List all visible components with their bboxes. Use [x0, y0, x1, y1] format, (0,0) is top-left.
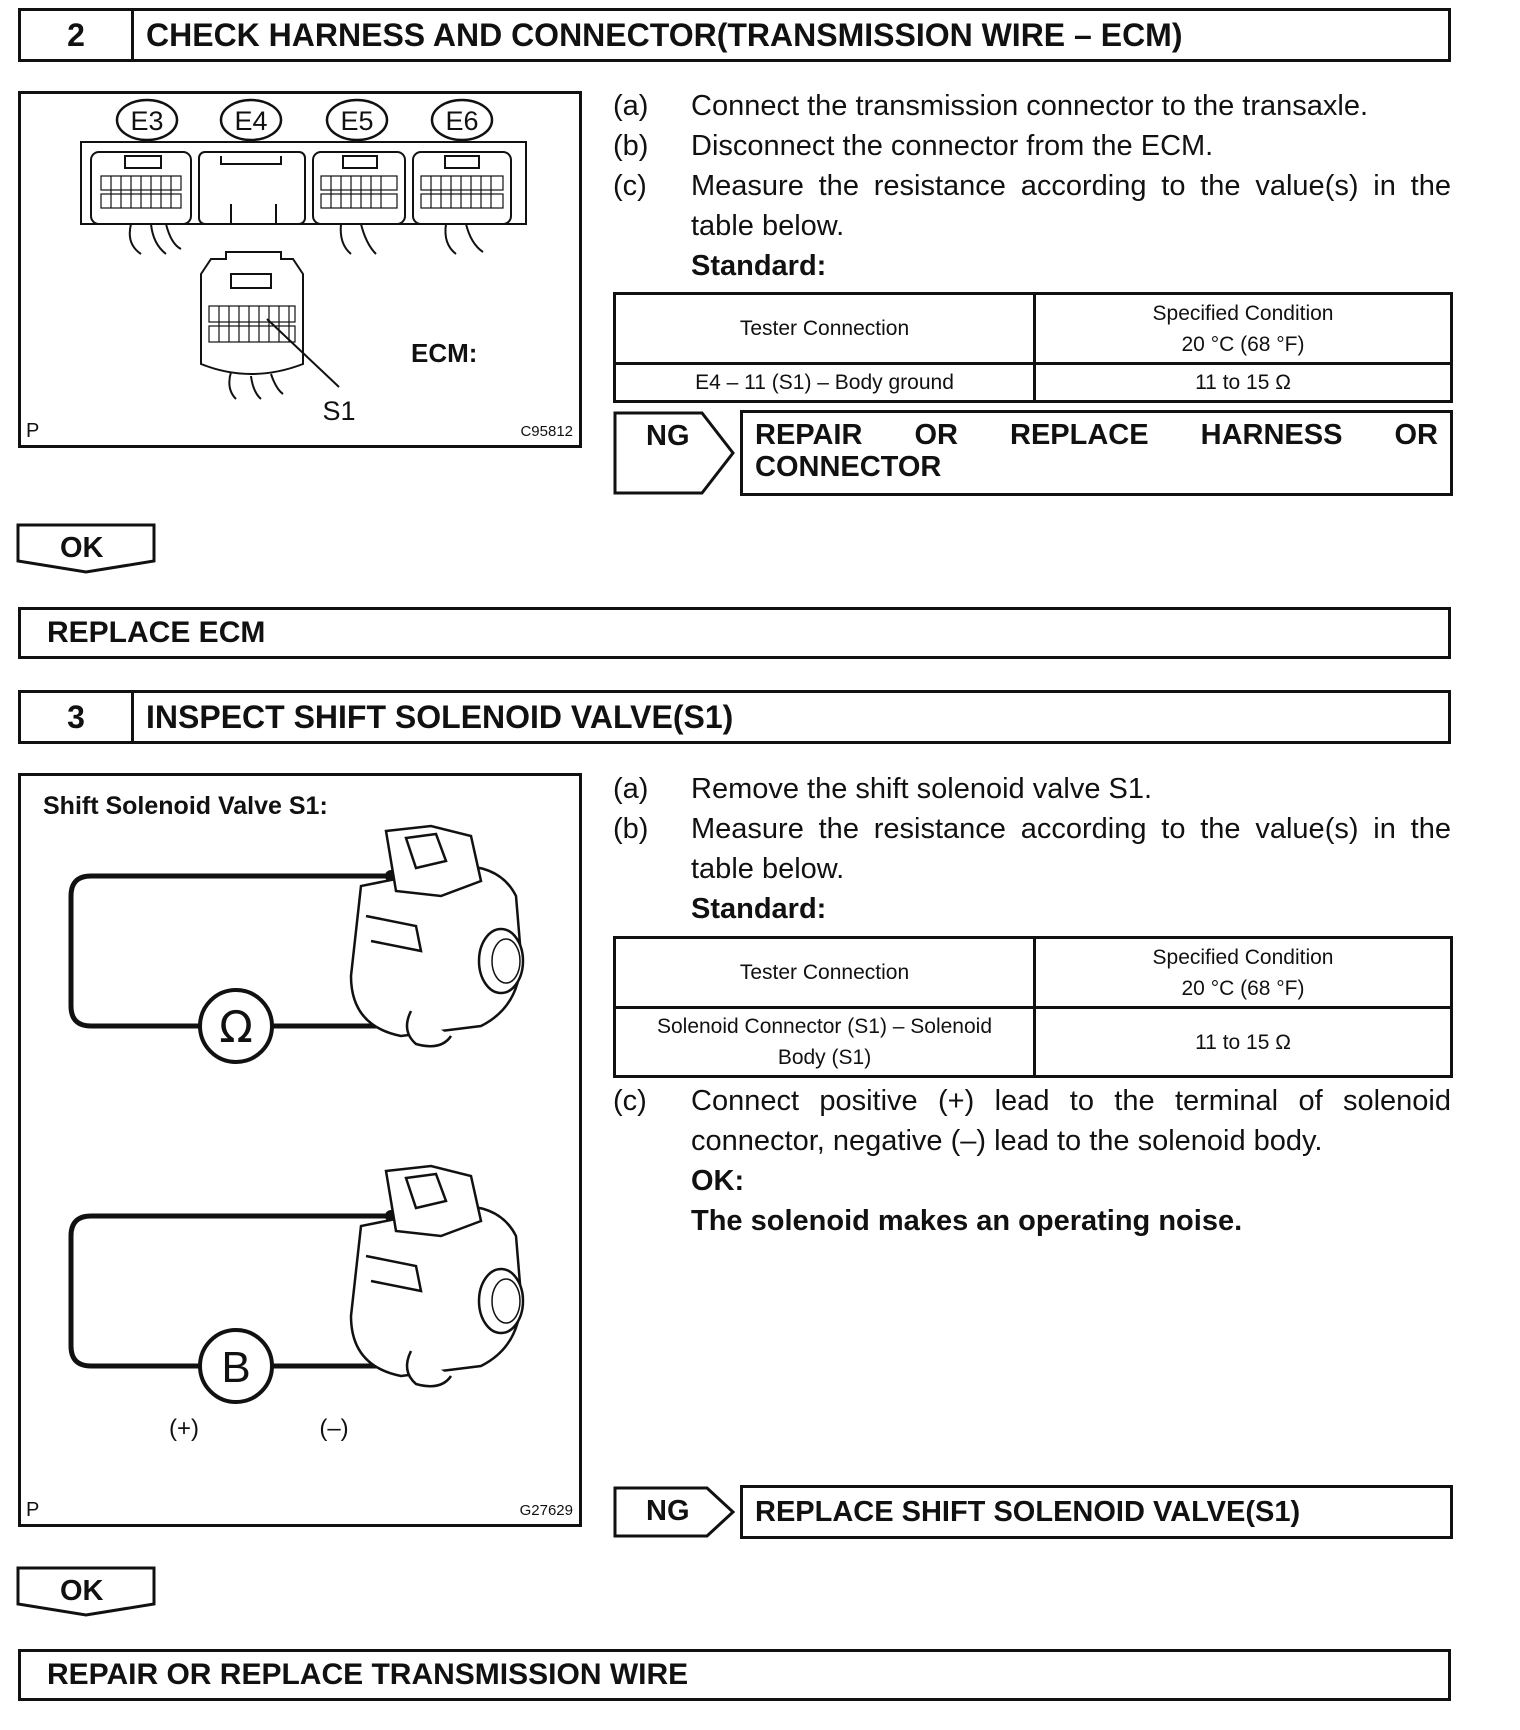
ecm-connector-illustration	[21, 94, 579, 445]
step-3-instructions	[613, 769, 1451, 929]
instruction-b: (b) Disconnect the connector from the ECM.	[613, 130, 1214, 162]
step-2-spec-table	[613, 292, 1453, 403]
solenoid-bottom	[351, 1166, 523, 1386]
solenoid-illustration	[21, 776, 579, 1524]
step-3-header	[18, 690, 1451, 744]
ecm-label: ECM:	[411, 338, 478, 368]
ng-action-line2: CONNECTOR	[755, 451, 942, 483]
connector-label-e6: E6	[445, 106, 479, 136]
figure-corner-mark: P	[26, 1499, 40, 1521]
ng-label: NG	[646, 1495, 690, 1527]
plus-lead-label: (+)	[169, 1415, 199, 1442]
table-header-condition: Specified Condition 20 °C (68 °F)	[1035, 294, 1452, 364]
ok-label: OK	[60, 1575, 104, 1607]
minus-lead-label: (–)	[319, 1415, 349, 1442]
ok-text: The solenoid makes an operating noise.	[691, 1205, 1243, 1237]
step-title: INSPECT SHIFT SOLENOID VALVE(S1)	[146, 698, 734, 735]
connector-label-e5: E5	[340, 106, 374, 136]
standard-label: Standard:	[691, 250, 827, 282]
table-cell-connection: Solenoid Connector (S1) – Solenoid Body (S1)	[615, 1008, 1035, 1077]
table-header-connection: Tester Connection	[615, 294, 1035, 364]
solenoid-top	[351, 826, 523, 1046]
table-cell-connection: E4 – 11 (S1) – Body ground	[615, 364, 1035, 402]
table-cell-condition: 11 to 15 Ω	[1035, 364, 1452, 402]
ng-label: NG	[646, 420, 690, 452]
ng-action-box	[740, 410, 1453, 496]
step-3-instruction-c	[613, 1081, 1451, 1241]
ok-label: OK	[60, 532, 104, 564]
step-title: CHECK HARNESS AND CONNECTOR(TRANSMISSION WIRE – ECM)	[146, 16, 1183, 53]
ng-action-line1: REPAIR OR REPLACE HARNESS OR	[755, 419, 1438, 451]
connector-label-e4: E4	[234, 106, 268, 136]
standard-label: Standard:	[691, 893, 827, 925]
step-3-spec-table	[613, 936, 1453, 1078]
ok-heading: OK:	[691, 1165, 745, 1197]
ohm-symbol: Ω	[219, 1002, 253, 1053]
table-header-condition: Specified Condition 20 °C (68 °F)	[1035, 938, 1452, 1008]
step-2-result: REPLACE ECM	[18, 607, 1451, 659]
figure-corner-mark: P	[26, 420, 40, 442]
harness-connector	[201, 252, 303, 374]
instruction-c: (c) Connect positive (+) lead to the terminal of solenoid connector, negative (–) lead to the solenoid body.	[613, 1085, 1451, 1157]
step-number: 2	[21, 11, 134, 59]
step-3-result: REPAIR OR REPLACE TRANSMISSION WIRE	[18, 1649, 1451, 1701]
step-number: 3	[21, 693, 134, 741]
table-header-connection: Tester Connection	[615, 938, 1035, 1008]
figure-code: G27629	[519, 1502, 573, 1519]
step-2-header	[18, 8, 1451, 62]
step-2-instructions	[613, 86, 1451, 286]
instruction-b: (b) Measure the resistance according to the value(s) in the table below.	[613, 813, 1451, 885]
solenoid-figure	[18, 773, 582, 1527]
instruction-c: (c) Measure the resistance according to the value(s) in the table below.	[613, 170, 1451, 242]
instruction-a: (a) Remove the shift solenoid valve S1.	[613, 773, 1153, 805]
ng-action-box: REPLACE SHIFT SOLENOID VALVE(S1)	[740, 1485, 1453, 1539]
connector-label-e3: E3	[130, 106, 164, 136]
figure-title: Shift Solenoid Valve S1:	[43, 792, 328, 820]
battery-symbol: B	[221, 1343, 251, 1392]
table-cell-condition: 11 to 15 Ω	[1035, 1008, 1452, 1077]
instruction-a: (a) Connect the transmission connector to the transaxle.	[613, 90, 1369, 122]
s1-pin-label: S1	[322, 396, 356, 426]
ecm-connector-figure	[18, 91, 582, 448]
figure-code: C95812	[520, 423, 573, 440]
